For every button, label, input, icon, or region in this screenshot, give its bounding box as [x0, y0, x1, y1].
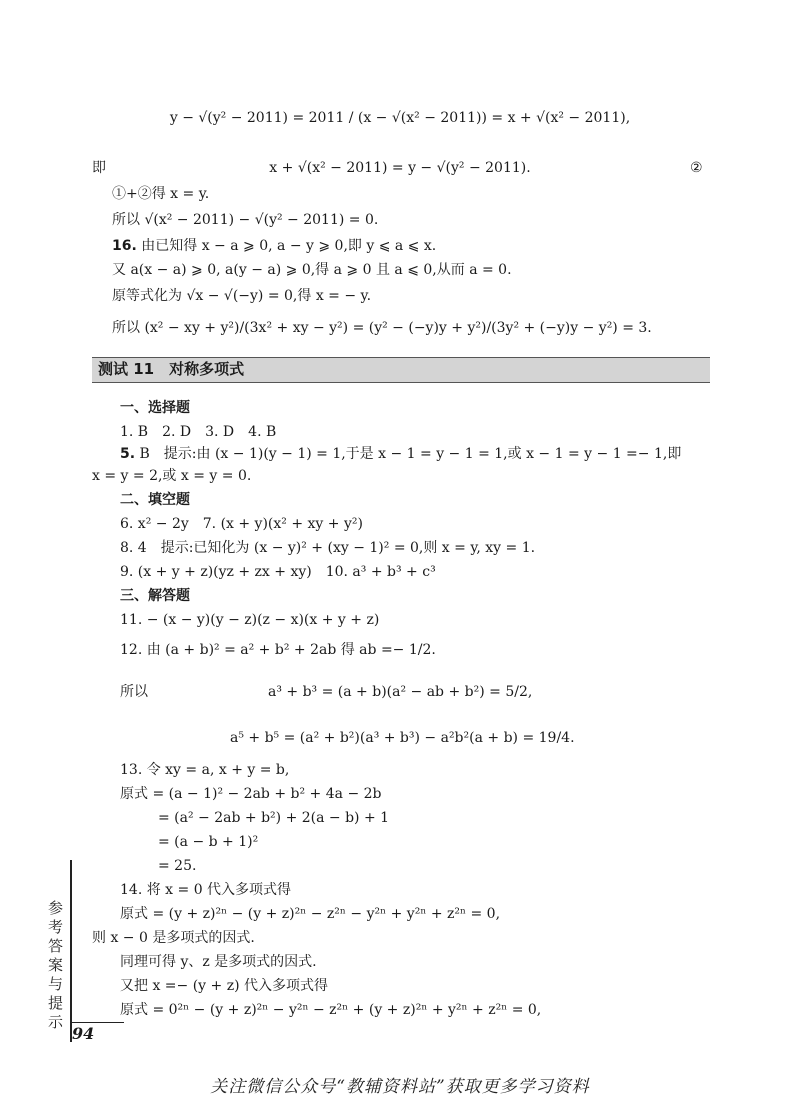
text-line: 所以 √(x² − 2011) − √(y² − 2011) = 0. [112, 212, 379, 228]
subsection-heading: 二、填空题 [120, 492, 190, 508]
subsection-heading: 一、选择题 [120, 400, 190, 416]
text-line: 所以 [120, 684, 148, 700]
equation-line: y − √(y² − 2011) = 2011 / (x − √(x² − 2011)) = x + √(x² − 2011), [169, 110, 631, 126]
section-title: 测试 11 对称多项式 [98, 360, 245, 378]
answer-line: x = y = 2,或 x = y = 0. [92, 468, 252, 484]
footer-note: 关注微信公众号“教辅资料站”获取更多学习资料 [210, 1077, 590, 1097]
equation-tag: ② [690, 160, 703, 176]
page-number-rule [70, 1022, 124, 1023]
equation-line: x + √(x² − 2011) = y − √(y² − 2011). [269, 160, 531, 176]
answer-line: 8. 4 提示:已知化为 (x − y)² + (xy − 1)² = 0,则 x = y, xy = 1. [120, 540, 536, 556]
answer-line [112, 236, 436, 256]
answer-number: 16. [112, 238, 137, 254]
sidebar-label: 参考答案与提示 [46, 900, 64, 1033]
answer-text: B 提示:由 (x − 1)(y − 1) = 1,于是 x − 1 = y − 1 = 1,或 x − 1 = y − 1 =− 1,即 [135, 446, 682, 462]
page-number: 94 [72, 1024, 95, 1043]
text-line: 所以 (x² − xy + y²)/(3x² + xy − y²) = (y² − (−y)y + y²)/(3y² + (−y)y − y²) = 3. [112, 320, 652, 336]
answer-line: 1. B 2. D 3. D 4. B [120, 424, 277, 440]
equation-prefix: 即 [92, 160, 106, 176]
equation-line: = (a² − 2ab + b²) + 2(a − b) + 1 [158, 810, 390, 826]
subsection-heading: 三、解答题 [120, 588, 190, 604]
answer-line [120, 444, 681, 464]
equation-line: = 25. [158, 858, 197, 874]
equation-line: 原式 = 0²ⁿ − (y + z)²ⁿ − y²ⁿ − z²ⁿ + (y + z)²ⁿ + y²ⁿ + z²ⁿ = 0, [120, 1002, 542, 1018]
answer-line: 9. (x + y + z)(yz + zx + xy) 10. a³ + b³ + c³ [120, 564, 436, 580]
answer-line: 6. x² − 2y 7. (x + y)(x² + xy + y²) [120, 516, 363, 532]
equation-line: = (a − b + 1)² [158, 834, 259, 850]
text-line: ①+②得 x = y. [112, 186, 210, 202]
answer-line: 13. 令 xy = a, x + y = b, [120, 762, 290, 778]
answer-line: 12. 由 (a + b)² = a² + b² + 2ab 得 ab =− 1/2. [120, 642, 436, 658]
equation-line: 原式 = (y + z)²ⁿ − (y + z)²ⁿ − z²ⁿ − y²ⁿ + y²ⁿ + z²ⁿ = 0, [120, 906, 501, 922]
text-line: 则 x − 0 是多项式的因式. [92, 930, 255, 946]
sidebar-rule [70, 860, 72, 1042]
text-line: 原等式化为 √x − √(−y) = 0,得 x = − y. [112, 288, 372, 304]
answer-line: 11. − (x − y)(y − z)(z − x)(x + y + z) [120, 612, 380, 628]
equation-line: a⁵ + b⁵ = (a² + b²)(a³ + b³) − a²b²(a + b) = 19/4. [230, 730, 575, 746]
equation-line: 原式 = (a − 1)² − 2ab + b² + 4a − 2b [120, 786, 382, 802]
text-line: 又把 x =− (y + z) 代入多项式得 [120, 978, 328, 994]
text-line: 又 a(x − a) ⩾ 0, a(y − a) ⩾ 0,得 a ⩾ 0 且 a ⩽ 0,从而 a = 0. [112, 262, 512, 278]
equation-line: a³ + b³ = (a + b)(a² − ab + b²) = 5/2, [268, 684, 533, 700]
text-line: 同理可得 y、z 是多项式的因式. [120, 954, 317, 970]
answer-text: 由已知得 x − a ⩾ 0, a − y ⩾ 0,即 y ⩽ a ⩽ x. [136, 238, 437, 254]
answer-number: 5. [120, 446, 136, 462]
answer-line: 14. 将 x = 0 代入多项式得 [120, 882, 292, 898]
